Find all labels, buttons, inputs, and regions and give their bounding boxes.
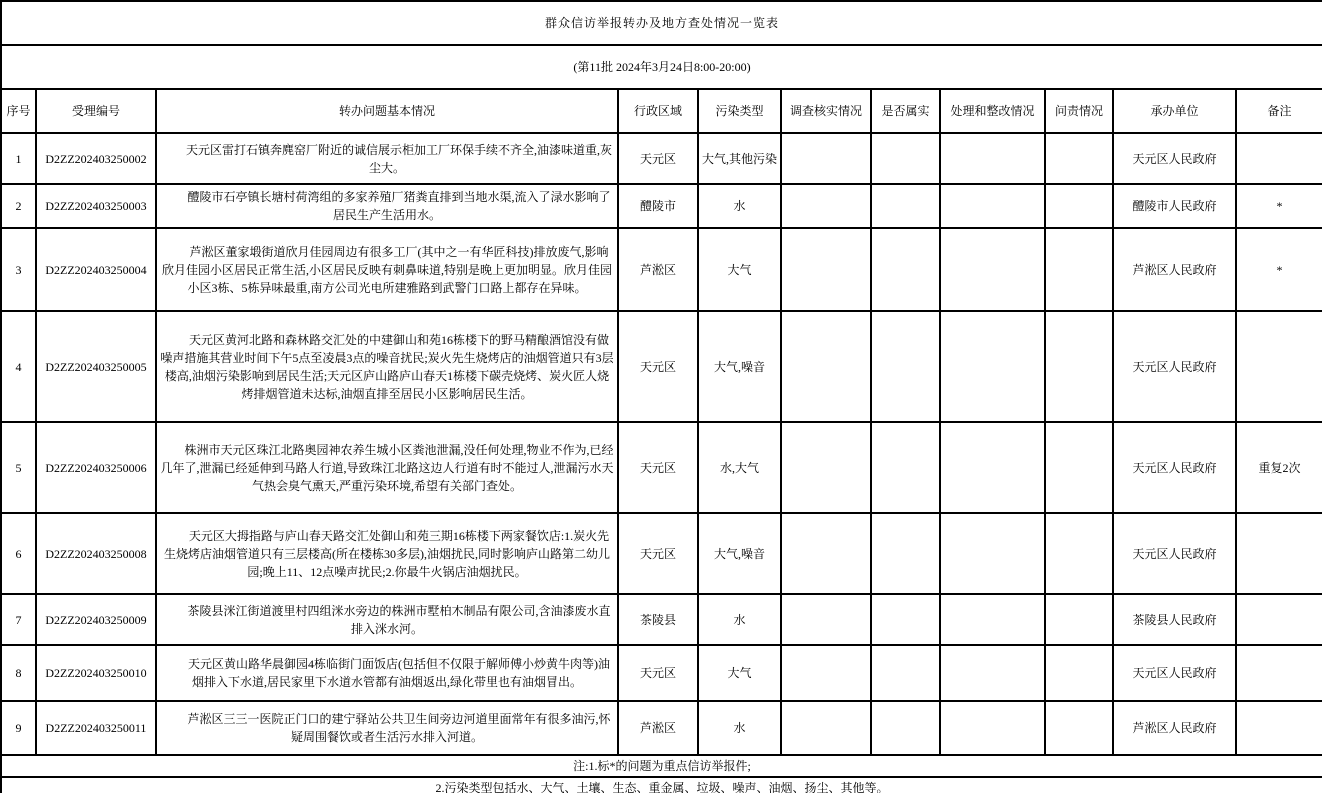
cell-type: 水 <box>698 184 781 228</box>
subtitle-row <box>1 45 1322 89</box>
col-header-investigation: 调查核实情况 <box>781 89 871 133</box>
cell-verified <box>871 701 940 755</box>
cell-region: 醴陵市 <box>618 184 698 228</box>
cell-investigation <box>781 513 871 594</box>
cell-investigation <box>781 133 871 184</box>
cell-unit: 天元区人民政府 <box>1113 645 1236 701</box>
cell-investigation <box>781 184 871 228</box>
cell-seq: 2 <box>1 184 36 228</box>
cell-seq: 7 <box>1 594 36 645</box>
table-body <box>1 133 1322 755</box>
batch-info: (第11批 2024年3月24日8:00-20:00) <box>1 45 1322 89</box>
cell-handling <box>940 133 1045 184</box>
cell-investigation <box>781 311 871 422</box>
cell-accountability <box>1045 422 1113 513</box>
cell-remark: 重复2次 <box>1236 422 1322 513</box>
cell-investigation <box>781 422 871 513</box>
cell-remark: * <box>1236 228 1322 311</box>
cell-accountability <box>1045 645 1113 701</box>
cell-type: 大气 <box>698 645 781 701</box>
cell-unit: 醴陵市人民政府 <box>1113 184 1236 228</box>
cell-id: D2ZZ202403250005 <box>36 311 156 422</box>
note-row-2 <box>1 777 1322 793</box>
cell-desc: 茶陵县洣江街道渡里村四组洣水旁边的株洲市墅柏木制品有限公司,含油漆废水直排入洣水河。 <box>156 594 618 645</box>
cell-desc: 天元区大拇指路与庐山春天路交汇处御山和苑三期16栋楼下两家餐饮店:1.炭火先生烧烤店油烟管道只有三层楼高(所在楼栋30多层),油烟扰民,同时影响庐山路第二幼儿园;晚上11、12点噪声扰民;2.你最牛火锅店油烟扰民。 <box>156 513 618 594</box>
cell-unit: 芦淞区人民政府 <box>1113 228 1236 311</box>
cell-id: D2ZZ202403250006 <box>36 422 156 513</box>
cell-accountability <box>1045 513 1113 594</box>
table-row <box>1 184 1322 228</box>
cell-desc: 天元区黄河北路和森林路交汇处的中建御山和苑16栋楼下的野马精酿酒馆没有做噪声措施其营业时间下午5点至凌晨3点的噪音扰民;炭火先生烧烤店的油烟管道只有3层楼高,油烟污染影响到居民生活;天元区庐山路庐山春天1栋楼下碳壳烧烤、炭火匠人烧烤排烟管道未达标,油烟直排至居民小区影响居民生活。 <box>156 311 618 422</box>
note-row-1 <box>1 755 1322 777</box>
cell-type: 水 <box>698 701 781 755</box>
cell-id: D2ZZ202403250003 <box>36 184 156 228</box>
col-header-unit: 承办单位 <box>1113 89 1236 133</box>
cell-handling <box>940 513 1045 594</box>
cell-handling <box>940 228 1045 311</box>
cell-unit: 天元区人民政府 <box>1113 422 1236 513</box>
table-row <box>1 311 1322 422</box>
table-row <box>1 513 1322 594</box>
cell-desc: 天元区雷打石镇奔麂窑厂附近的诚信展示柜加工厂环保手续不齐全,油漆味道重,灰尘大。 <box>156 133 618 184</box>
table-row <box>1 228 1322 311</box>
col-header-region: 行政区域 <box>618 89 698 133</box>
cell-region: 天元区 <box>618 513 698 594</box>
cell-region: 芦淞区 <box>618 701 698 755</box>
footnote-1: 注:1.标*的问题为重点信访举报件; <box>1 755 1322 777</box>
cell-id: D2ZZ202403250009 <box>36 594 156 645</box>
footnote-2: 2.污染类型包括水、大气、土壤、生态、重金属、垃圾、噪声、油烟、扬尘、其他等。 <box>1 777 1322 793</box>
cell-seq: 4 <box>1 311 36 422</box>
cell-verified <box>871 594 940 645</box>
cell-handling <box>940 184 1045 228</box>
cell-region: 天元区 <box>618 133 698 184</box>
cell-desc: 芦淞区董家塅街道欣月佳园周边有很多工厂(其中之一有华匠科技)排放废气,影响欣月佳园小区居民正常生活,小区居民反映有刺鼻味道,特别是晚上更加明显。欣月佳园小区3栋、5栋异味最重,南方公司光电所建雅路到武警门口路上都存在异味。 <box>156 228 618 311</box>
cell-remark <box>1236 645 1322 701</box>
col-header-handling: 处理和整改情况 <box>940 89 1045 133</box>
cell-unit: 天元区人民政府 <box>1113 311 1236 422</box>
cell-handling <box>940 594 1045 645</box>
cell-verified <box>871 645 940 701</box>
table-row <box>1 701 1322 755</box>
cell-seq: 5 <box>1 422 36 513</box>
cell-unit: 茶陵县人民政府 <box>1113 594 1236 645</box>
cell-id: D2ZZ202403250011 <box>36 701 156 755</box>
cell-desc: 天元区黄山路华晨御园4栋临街门面饭店(包括但不仅限于解师傅小炒黄牛肉等)油烟排入下水道,居民家里下水道水管都有油烟返出,绿化带里也有油烟冒出。 <box>156 645 618 701</box>
cell-type: 大气,其他污染 <box>698 133 781 184</box>
col-header-accountability: 问责情况 <box>1045 89 1113 133</box>
cell-type: 水 <box>698 594 781 645</box>
col-header-desc: 转办问题基本情况 <box>156 89 618 133</box>
cell-investigation <box>781 594 871 645</box>
cell-remark <box>1236 594 1322 645</box>
cell-seq: 3 <box>1 228 36 311</box>
cell-remark: * <box>1236 184 1322 228</box>
cell-type: 水,大气 <box>698 422 781 513</box>
col-header-verified: 是否属实 <box>871 89 940 133</box>
cell-remark <box>1236 133 1322 184</box>
cell-region: 芦淞区 <box>618 228 698 311</box>
table-row <box>1 133 1322 184</box>
cell-remark <box>1236 311 1322 422</box>
cell-handling <box>940 645 1045 701</box>
cell-accountability <box>1045 701 1113 755</box>
cell-accountability <box>1045 594 1113 645</box>
cell-accountability <box>1045 228 1113 311</box>
cell-investigation <box>781 645 871 701</box>
col-header-id: 受理编号 <box>36 89 156 133</box>
cell-desc: 芦淞区三三一医院正门口的建宁驿站公共卫生间旁边河道里面常年有很多油污,怀疑周围餐饮或者生活污水排入河道。 <box>156 701 618 755</box>
table-row <box>1 594 1322 645</box>
cell-handling <box>940 701 1045 755</box>
cell-unit: 天元区人民政府 <box>1113 133 1236 184</box>
cell-seq: 9 <box>1 701 36 755</box>
cell-type: 大气 <box>698 228 781 311</box>
cell-id: D2ZZ202403250002 <box>36 133 156 184</box>
cell-handling <box>940 422 1045 513</box>
page-title: 群众信访举报转办及地方查处情况一览表 <box>1 1 1322 45</box>
cell-handling <box>940 311 1045 422</box>
cell-seq: 8 <box>1 645 36 701</box>
title-row <box>1 1 1322 45</box>
cell-investigation <box>781 228 871 311</box>
cell-accountability <box>1045 311 1113 422</box>
cell-seq: 6 <box>1 513 36 594</box>
cell-region: 天元区 <box>618 645 698 701</box>
table-row <box>1 422 1322 513</box>
cell-type: 大气,噪音 <box>698 311 781 422</box>
col-header-seq: 序号 <box>1 89 36 133</box>
cell-verified <box>871 422 940 513</box>
cell-verified <box>871 228 940 311</box>
cell-id: D2ZZ202403250010 <box>36 645 156 701</box>
cell-remark <box>1236 513 1322 594</box>
cell-investigation <box>781 701 871 755</box>
cell-seq: 1 <box>1 133 36 184</box>
cell-unit: 天元区人民政府 <box>1113 513 1236 594</box>
cell-region: 天元区 <box>618 311 698 422</box>
cell-desc: 株洲市天元区珠江北路奥园神农养生城小区粪池泄漏,没任何处理,物业不作为,已经几年了,泄漏已经延伸到马路人行道,导致珠江北路这边人行道有时不能过人,泄漏污水天气热会臭气熏天,严重污染环境,希望有关部门查处。 <box>156 422 618 513</box>
cell-region: 茶陵县 <box>618 594 698 645</box>
cell-desc: 醴陵市石亭镇长塘村荷湾组的多家养殖厂猪粪直排到当地水渠,流入了渌水影响了居民生产生活用水。 <box>156 184 618 228</box>
cell-region: 天元区 <box>618 422 698 513</box>
cell-verified <box>871 513 940 594</box>
col-header-type: 污染类型 <box>698 89 781 133</box>
cell-id: D2ZZ202403250008 <box>36 513 156 594</box>
cell-remark <box>1236 701 1322 755</box>
cell-verified <box>871 184 940 228</box>
cell-type: 大气,噪音 <box>698 513 781 594</box>
cell-accountability <box>1045 133 1113 184</box>
col-header-remark: 备注 <box>1236 89 1322 133</box>
cell-verified <box>871 133 940 184</box>
table-header-row <box>1 89 1322 133</box>
cell-unit: 芦淞区人民政府 <box>1113 701 1236 755</box>
cell-id: D2ZZ202403250004 <box>36 228 156 311</box>
table-row <box>1 645 1322 701</box>
cell-accountability <box>1045 184 1113 228</box>
cell-verified <box>871 311 940 422</box>
